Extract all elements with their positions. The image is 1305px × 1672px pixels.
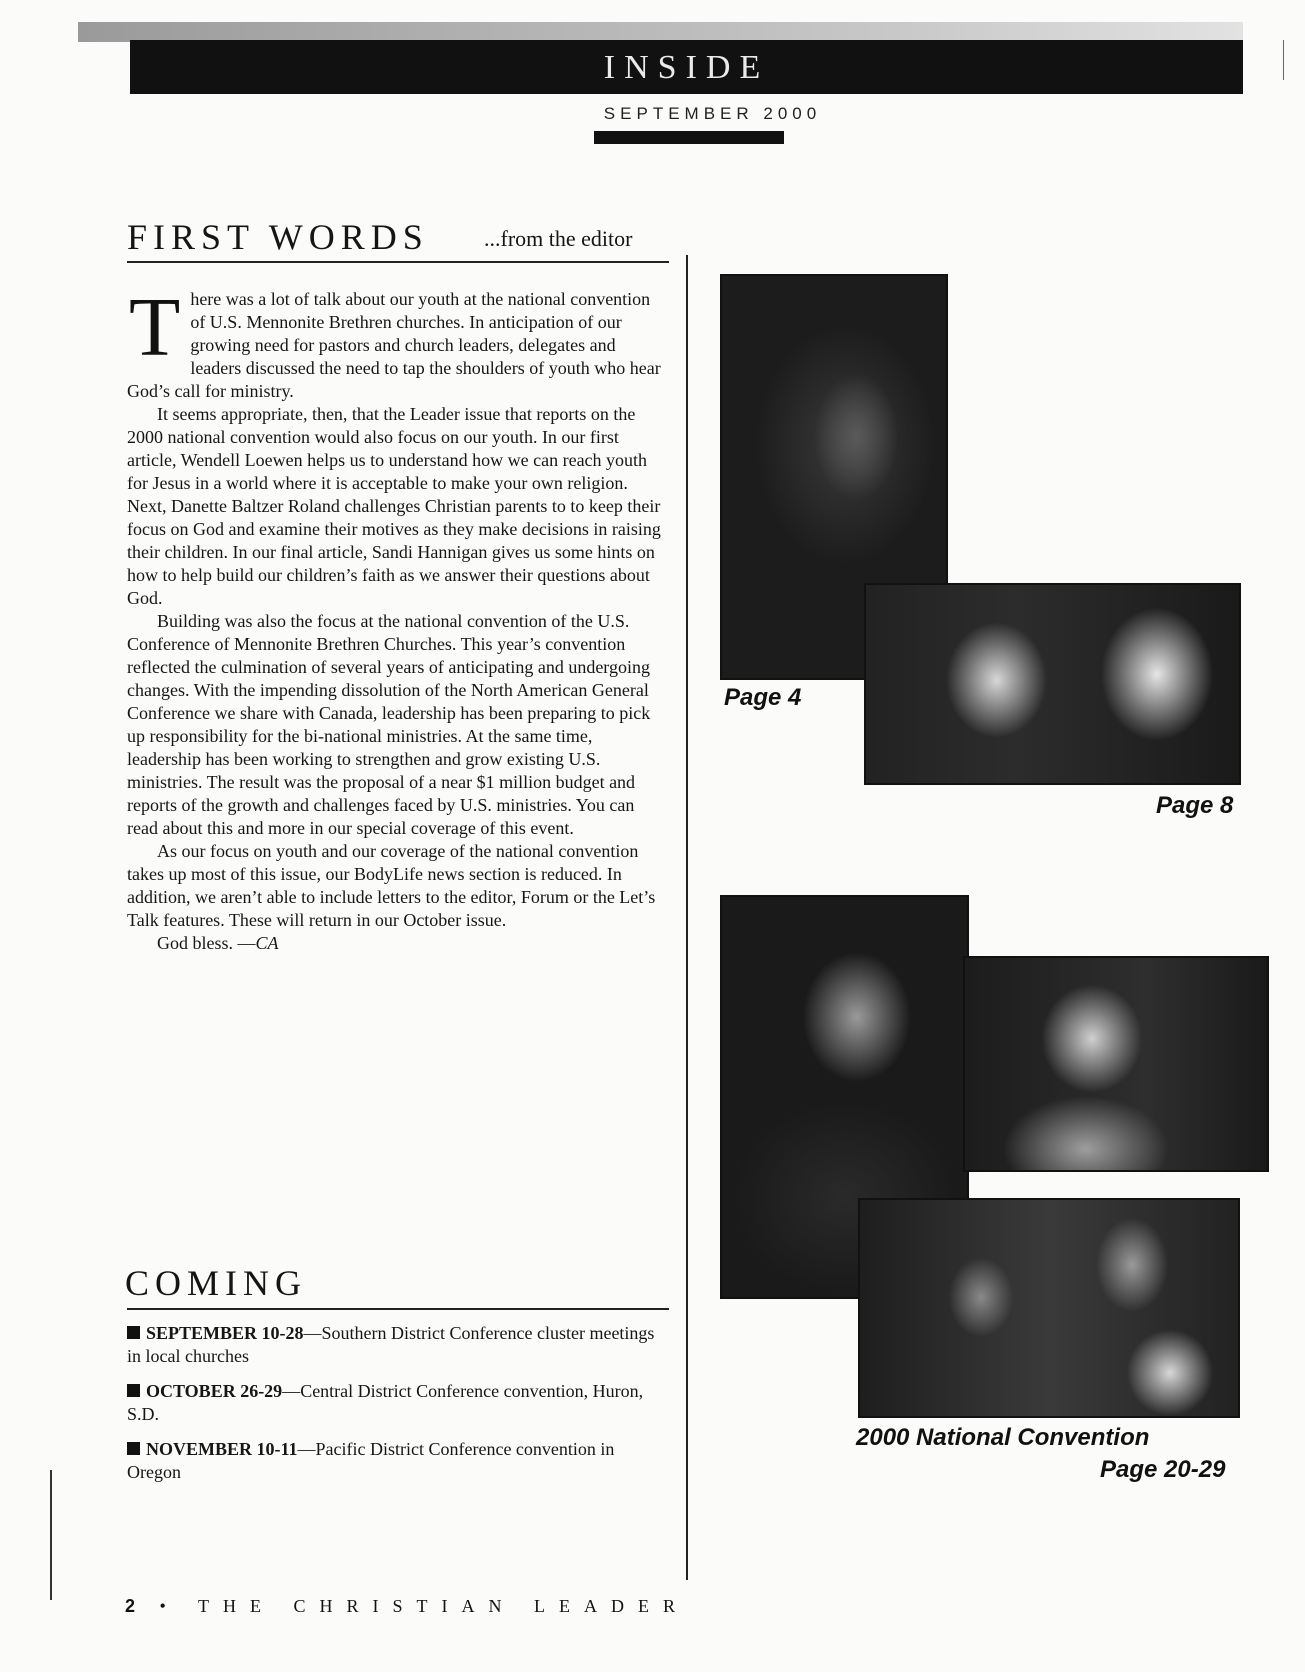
article-paragraph: It seems appropriate, then, that the Leader issue that reports on the 2000 national convention would also focus on our youth. In our first article, Wendell Loewen helps us to understand how we can reach youth for Jesus in a world where it is acceptable to make your own religion. Next, Danette Baltzer Roland challenges Christian parents to to keep their focus on God and examine their motives as they make decisions in raising their children. In our final article, Sandi Hannigan gives us some hints on how to help build our children’s faith as we answer their questions about God. [127, 404, 661, 608]
editor-article [127, 281, 669, 955]
header-accent-bar [594, 131, 784, 144]
article-paragraph [127, 281, 669, 403]
scan-mark [50, 1470, 52, 1600]
coming-event [127, 1322, 667, 1368]
mother-child-photo [864, 583, 1241, 785]
event-description: —Pacific District Conference convention in Oregon [127, 1439, 615, 1482]
section-title: INSIDE [603, 49, 770, 86]
page-footer [125, 1596, 689, 1617]
article-paragraph: As our focus on youth and our coverage of the national convention takes up most of this issue, our BodyLife news section is reduced. In addition, we aren’t able to include letters to the editor, Forum or the Let’s Talk features. These will return in our October issue. [127, 841, 656, 930]
signoff-initials: CA [255, 933, 279, 953]
bullet-square-icon [127, 1442, 140, 1455]
photo-caption-page4: Page 4 [724, 684, 802, 711]
first-words-heading: FIRST WORDS [127, 217, 429, 257]
article-paragraph-text: here was a lot of talk about our youth at the national convention of U.S. Mennonite Brethren churches. In anticipation of our growing need for pastors and church leaders, delegates and leaders discussed the need to tap the shoulders of youth who hear God’s call for ministry. [127, 289, 661, 401]
coming-rule [127, 1308, 669, 1310]
event-description: —Central District Conference convention, Huron, S.D. [127, 1381, 644, 1424]
scan-mark [1283, 40, 1284, 80]
page-number: 2 [125, 1596, 142, 1616]
event-date: SEPTEMBER 10-28 [146, 1323, 304, 1343]
event-date: OCTOBER 26-29 [146, 1381, 283, 1401]
convention-elder-photo [963, 956, 1269, 1172]
first-words-subtitle: ...from the editor [484, 226, 633, 251]
coming-event [127, 1438, 667, 1484]
column-divider [686, 255, 688, 1580]
convention-caption: 2000 National Convention [856, 1424, 1150, 1451]
drop-cap: T [129, 281, 181, 374]
issue-date: SEPTEMBER 2000 [603, 104, 822, 123]
first-words-rule [127, 261, 669, 263]
header-gray-stripe [78, 22, 1243, 42]
article-paragraph: Building was also the focus at the national convention of the U.S. Conference of Mennonite Brethren Churches. This year’s convention reflected the culmination of several years of anticipating and undergoing changes. With the impending dissolution of the North American General Conference we share with Canada, leadership has been preparing to pick up responsibility for the bi-national ministries. At the same time, leadership has been working to strengthen and grow existing U.S. ministries. The result was the proposal of a near $1 million budget and reports of the growth and challenges faced by U.S. ministries. You can read about this and more in our special coverage of this event. [127, 611, 651, 838]
convention-pages-caption: Page 20-29 [1100, 1456, 1226, 1483]
convention-worship-photo [858, 1198, 1240, 1418]
coming-event [127, 1380, 667, 1426]
signoff-text: God bless. — [157, 933, 256, 953]
article-signoff [127, 932, 669, 955]
coming-heading: COMING [125, 1263, 308, 1303]
footer-bullet: • [159, 1596, 180, 1616]
bullet-square-icon [127, 1326, 140, 1339]
event-date: NOVEMBER 10-11 [146, 1439, 298, 1459]
photo-caption-page8: Page 8 [1156, 792, 1234, 819]
event-description: —Southern District Conference cluster meetings in local churches [127, 1323, 655, 1366]
header-band [130, 40, 1243, 94]
bullet-square-icon [127, 1384, 140, 1397]
publication-name: THE CHRISTIAN LEADER [198, 1596, 689, 1616]
